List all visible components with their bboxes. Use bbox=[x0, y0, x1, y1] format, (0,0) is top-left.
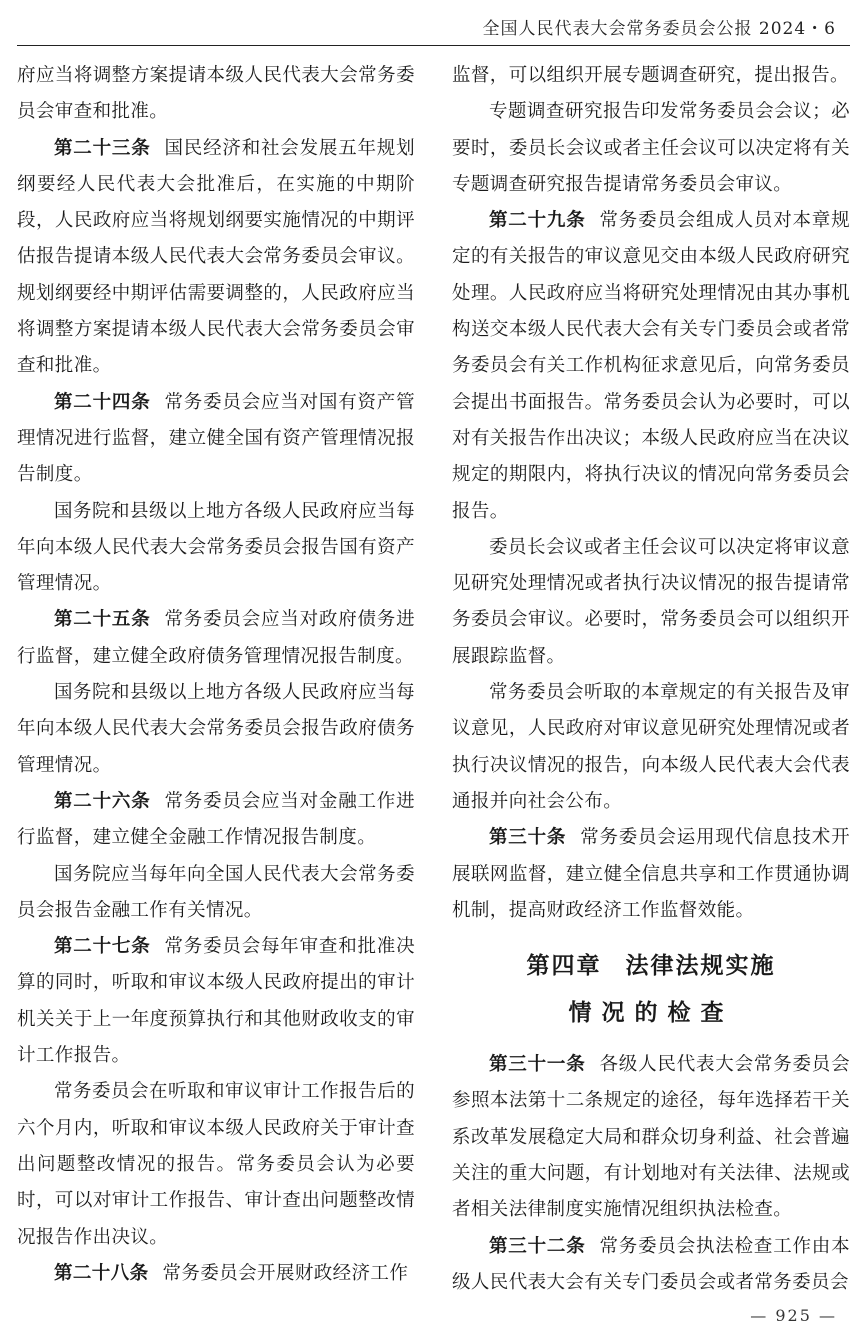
paragraph bbox=[17, 857, 415, 930]
article-number: 第二十三条 bbox=[54, 137, 151, 159]
paragraph-text: 常务委员会应当对国有资产管理情况进行监督，建立健全国有资产管理情况报告制度。 bbox=[17, 391, 415, 486]
journal-title: 全国人民代表大会常务委员会公报 2024・6 bbox=[482, 19, 836, 39]
article-number: 第二十九条 bbox=[489, 210, 586, 232]
article-number: 第三十条 bbox=[489, 827, 567, 849]
paragraph-text: 监督，可以组织开展专题调查研究，提出报告。 bbox=[452, 65, 849, 86]
chapter-heading bbox=[452, 943, 850, 1037]
paragraph-text: 国务院和县级以上地方各级人民政府应当每年向本级人民代表大会常务委员会报告国有资产管理情况。 bbox=[17, 500, 415, 595]
page-number: — 925 — bbox=[750, 1306, 837, 1325]
page-header bbox=[17, 0, 850, 46]
paragraph-text: 常务委员会应当对金融工作进行监督，建立健全金融工作情况报告制度。 bbox=[17, 790, 415, 849]
article-number: 第二十八条 bbox=[54, 1262, 149, 1284]
paragraph bbox=[452, 58, 850, 94]
article-number: 第二十五条 bbox=[54, 609, 151, 631]
paragraph-text: 常务委员会听取的本章规定的有关报告及审议意见，人民政府对审议意见研究处理情况或者执行决议情况的报告，向本级人民代表大会代表通报并向社会公布。 bbox=[452, 682, 850, 812]
paragraph bbox=[17, 1074, 415, 1255]
article-25 bbox=[17, 602, 415, 675]
paragraph-text: 委员长会议或者主任会议可以决定将审议意见研究处理情况或者执行决议情况的报告提请常务委员会审议。必要时，常务委员会可以组织开展跟踪监督。 bbox=[452, 536, 850, 667]
article-28 bbox=[17, 1256, 415, 1292]
article-23 bbox=[17, 131, 415, 385]
chapter-title-line-2: 情况的检查 bbox=[568, 1000, 734, 1027]
paragraph-text: 府应当将调整方案提请本级人民代表大会常务委员会审查和批准。 bbox=[17, 65, 415, 123]
paragraph-text: 专题调查研究报告印发常务委员会会议；必要时，委员长会议或者主任会议可以决定将有关专题调查研究报告提请常务委员会审议。 bbox=[452, 101, 850, 195]
paragraph-text: 常务委员会组成人员对本章规定的有关报告的审议意见交由本级人民政府研究处理。人民政府应当将研究处理情况由其办事机构送交本级人民代表大会有关专门委员会或者常务委员会有关工作机构征求意见后，向常务委员会提出书面报告。常务委员会认为必要时，可以对有关报告作出决议；本级人民政府应当在决议规定的期限内，将执行决议的情况向常务委员会报告。 bbox=[452, 210, 850, 522]
paragraph-text: 国务院和县级以上地方各级人民政府应当每年向本级人民代表大会常务委员会报告政府债务管理情况。 bbox=[17, 682, 415, 776]
article-number: 第三十一条 bbox=[489, 1054, 586, 1076]
left-column bbox=[17, 58, 415, 1292]
paragraph-text: 国务院应当每年向全国人民代表大会常务委员会报告金融工作有关情况。 bbox=[17, 863, 415, 921]
right-column bbox=[452, 58, 850, 1301]
article-29 bbox=[452, 203, 850, 530]
article-27 bbox=[17, 929, 415, 1074]
chapter-title: 法律法规实施 bbox=[625, 953, 776, 980]
paragraph-text: 常务委员会应当对政府债务进行监督，建立健全政府债务管理情况报告制度。 bbox=[17, 609, 415, 667]
paragraph bbox=[17, 494, 415, 603]
article-number: 第二十四条 bbox=[54, 391, 151, 413]
article-number: 第二十七条 bbox=[54, 936, 151, 958]
article-24 bbox=[17, 385, 415, 494]
paragraph-text: 常务委员会在听取和审议审计工作报告后的六个月内，听取和审议本级人民政府关于审计查出问题整改情况的报告。常务委员会认为必要时，可以对审计工作报告、审计查出问题整改情况报告作出决议。 bbox=[17, 1081, 415, 1248]
paragraph bbox=[452, 530, 850, 675]
article-32 bbox=[452, 1229, 850, 1302]
paragraph-text: 常务委员会执法检查工作由本级人民代表大会有关专门委员会或者常务委员会 bbox=[452, 1235, 850, 1293]
article-26 bbox=[17, 784, 415, 857]
article-number: 第三十二条 bbox=[489, 1235, 586, 1257]
paragraph-text: 各级人民代表大会常务委员会参照本法第十二条规定的途径，每年选择若干关系改革发展稳定大局和群众切身利益、社会普遍关注的重大问题，有计划地对有关法律、法规或者相关法律制度实施情况组织执法检查。 bbox=[452, 1054, 850, 1221]
paragraph-text: 常务委员会开展财政经济工作 bbox=[162, 1262, 409, 1284]
article-30 bbox=[452, 820, 850, 929]
paragraph-text: 常务委员会每年审查和批准决算的同时，听取和审议本级人民政府提出的审计机关关于上一年度预算执行和其他财政收支的审计工作报告。 bbox=[17, 936, 415, 1067]
chapter-number: 第四章 bbox=[526, 953, 602, 980]
chapter-title-line-1 bbox=[452, 943, 850, 990]
paragraph-text: 国民经济和社会发展五年规划纲要经人民代表大会批准后，在实施的中期阶段，人民政府应当将规划纲要实施情况的中期评估报告提请本级人民代表大会常务委员会审议。规划纲要经中期评估需要调整的，人民政府应当将调整方案提请本级人民代表大会常务委员会审查和批准。 bbox=[17, 137, 415, 377]
paragraph bbox=[452, 675, 850, 820]
paragraph bbox=[452, 94, 850, 203]
article-number: 第二十六条 bbox=[54, 790, 151, 812]
paragraph bbox=[17, 58, 415, 131]
paragraph-text: 常务委员会运用现代信息技术开展联网监督，建立健全信息共享和工作贯通协调机制，提高财政经济工作监督效能。 bbox=[452, 827, 850, 921]
paragraph bbox=[17, 675, 415, 784]
article-31 bbox=[452, 1047, 850, 1228]
